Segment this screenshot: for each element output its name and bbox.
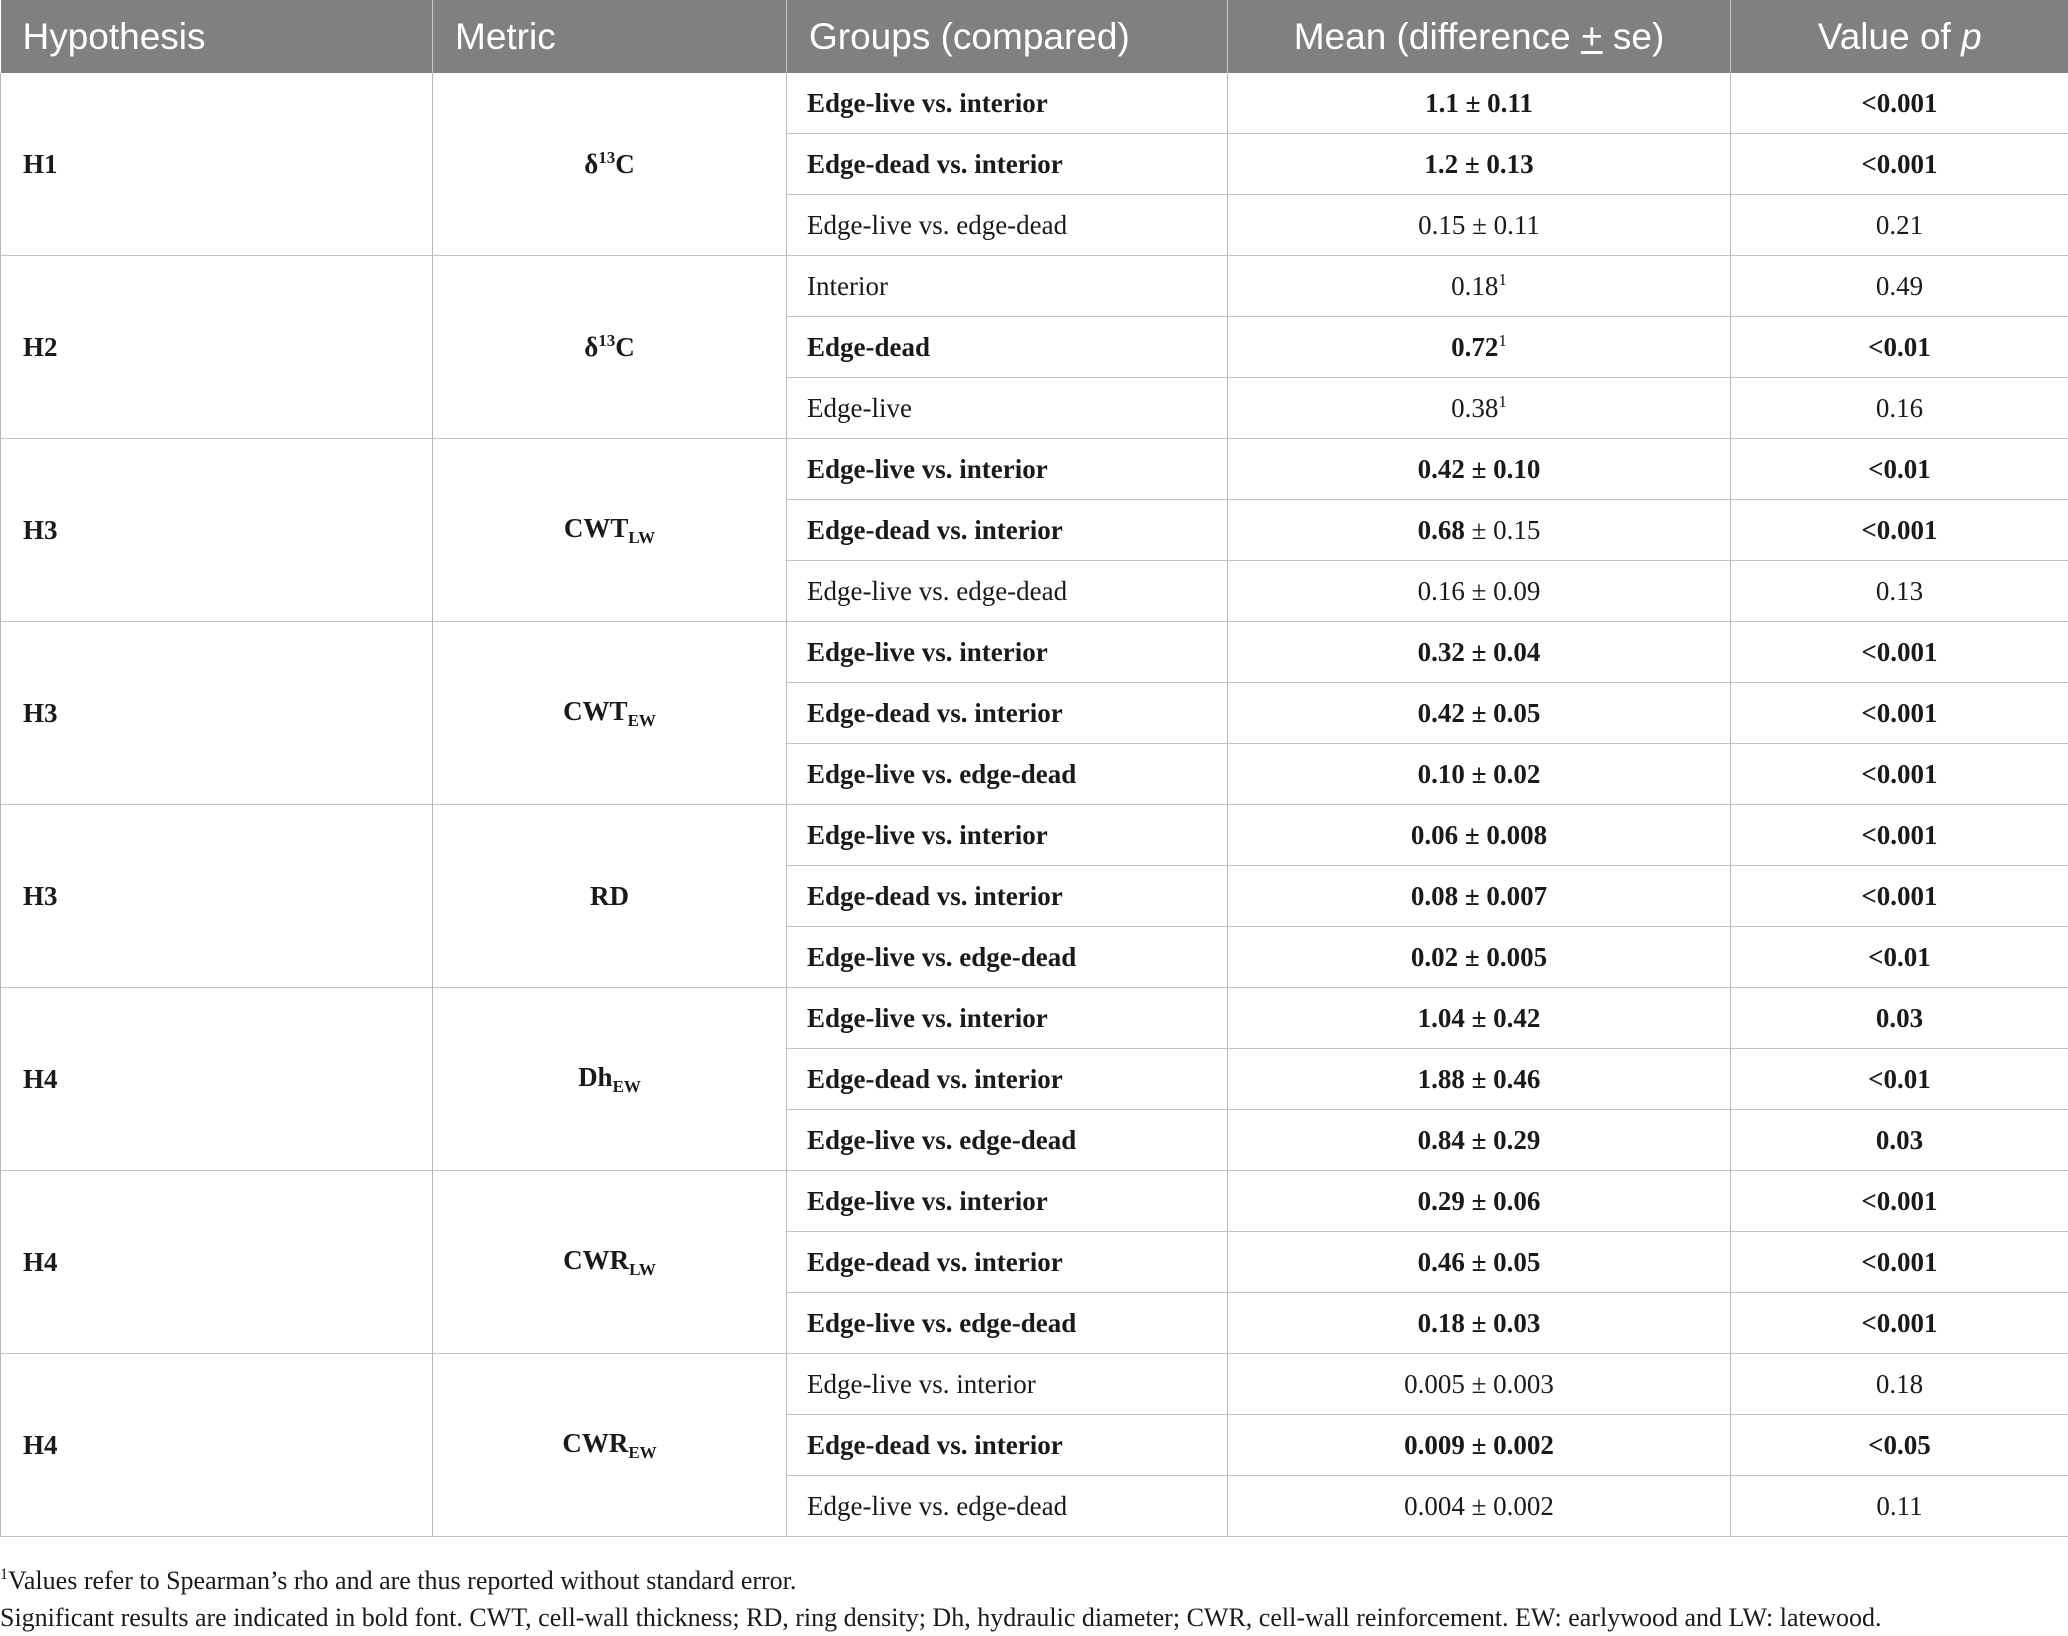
- table-row: [1, 73, 2068, 134]
- metric-name: Dh: [578, 1062, 613, 1092]
- mean-value: 1.04 ± 0.42: [1418, 1003, 1541, 1033]
- group-cell: Edge-live vs. interior: [787, 73, 1228, 134]
- metric-cell: [433, 622, 787, 805]
- hypothesis-cell: H3: [1, 805, 433, 988]
- metric-subscript: EW: [613, 1077, 641, 1096]
- mean-cell: [1228, 561, 1731, 622]
- pvalue-cell: <0.001: [1731, 622, 2068, 683]
- mean-cell: [1228, 988, 1731, 1049]
- mean-cell: [1228, 927, 1731, 988]
- metric-name: δ: [584, 332, 598, 362]
- header-groups: Groups (compared): [787, 0, 1228, 73]
- metric-subscript: LW: [628, 528, 655, 547]
- group-cell: Edge-live vs. edge-dead: [787, 1110, 1228, 1171]
- metric-cell: [433, 256, 787, 439]
- metric-cell: [433, 805, 787, 988]
- pvalue-cell: 0.03: [1731, 988, 2068, 1049]
- pvalue-cell: <0.001: [1731, 805, 2068, 866]
- mean-value: 0.10 ± 0.02: [1418, 759, 1541, 789]
- pvalue-cell: <0.01: [1731, 1049, 2068, 1110]
- mean-footnote-marker: 1: [1498, 331, 1507, 350]
- mean-cell: [1228, 1110, 1731, 1171]
- hypothesis-cell: H3: [1, 622, 433, 805]
- group-cell: Edge-live vs. edge-dead: [787, 744, 1228, 805]
- pvalue-cell: <0.001: [1731, 866, 2068, 927]
- hypothesis-cell: H4: [1, 988, 433, 1171]
- mean-cell: [1228, 439, 1731, 500]
- group-cell: Edge-live vs. interior: [787, 439, 1228, 500]
- header-mean: [1228, 0, 1731, 73]
- table-body: [1, 73, 2068, 1537]
- table-row: [1, 1354, 2068, 1415]
- metric-name: CWR: [562, 1428, 628, 1458]
- group-cell: Edge-live vs. interior: [787, 622, 1228, 683]
- table-row: [1, 988, 2068, 1049]
- mean-cell: [1228, 256, 1731, 317]
- mean-value: 0.46 ± 0.05: [1418, 1247, 1541, 1277]
- hypothesis-cell: H1: [1, 73, 433, 256]
- mean-value: 0.42 ± 0.05: [1418, 698, 1541, 728]
- mean-cell: [1228, 1293, 1731, 1354]
- metric-cell: [433, 988, 787, 1171]
- header-mean-text: Mean (difference: [1294, 16, 1581, 57]
- metric-cell: [433, 1171, 787, 1354]
- mean-cell: [1228, 195, 1731, 256]
- group-cell: Edge-dead vs. interior: [787, 683, 1228, 744]
- metric-tail: C: [615, 149, 635, 179]
- mean-se: ± 0.15: [1465, 515, 1541, 545]
- mean-value: 1.1 ± 0.11: [1425, 88, 1533, 118]
- hypothesis-cell: H4: [1, 1354, 433, 1537]
- mean-cell: [1228, 378, 1731, 439]
- group-cell: Edge-live vs. interior: [787, 1171, 1228, 1232]
- mean-cell: [1228, 683, 1731, 744]
- pvalue-cell: <0.05: [1731, 1415, 2068, 1476]
- group-cell: Edge-dead vs. interior: [787, 1415, 1228, 1476]
- mean-cell: [1228, 1232, 1731, 1293]
- metric-name: CWR: [563, 1245, 629, 1275]
- mean-value: 0.02 ± 0.005: [1411, 942, 1547, 972]
- header-row: [1, 0, 2068, 73]
- pvalue-cell: 0.16: [1731, 378, 2068, 439]
- metric-subscript: EW: [628, 711, 656, 730]
- mean-cell: [1228, 1415, 1731, 1476]
- group-cell: Edge-live vs. interior: [787, 988, 1228, 1049]
- table-row: [1, 805, 2068, 866]
- mean-cell: [1228, 622, 1731, 683]
- mean-value: 0.009 ± 0.002: [1404, 1430, 1554, 1460]
- pvalue-cell: <0.001: [1731, 1293, 2068, 1354]
- metric-superscript: 13: [598, 148, 615, 167]
- mean-cell: [1228, 1476, 1731, 1537]
- mean-cell: [1228, 317, 1731, 378]
- mean-cell: [1228, 866, 1731, 927]
- table-header: [1, 0, 2068, 73]
- mean-value: 0.15 ± 0.11: [1418, 210, 1540, 240]
- mean-cell: [1228, 1171, 1731, 1232]
- group-cell: Edge-dead vs. interior: [787, 500, 1228, 561]
- metric-cell: [433, 439, 787, 622]
- pvalue-cell: <0.001: [1731, 1232, 2068, 1293]
- header-metric: Metric: [433, 0, 787, 73]
- metric-cell: [433, 1354, 787, 1537]
- group-cell: Edge-dead: [787, 317, 1228, 378]
- pvalue-cell: <0.001: [1731, 744, 2068, 805]
- header-hypothesis: Hypothesis: [1, 0, 433, 73]
- group-cell: Edge-live vs. interior: [787, 1354, 1228, 1415]
- mean-value: 0.68: [1418, 515, 1465, 545]
- mean-value: 0.18 ± 0.03: [1418, 1308, 1541, 1338]
- group-cell: Edge-live: [787, 378, 1228, 439]
- mean-cell: [1228, 500, 1731, 561]
- group-cell: Edge-live vs. edge-dead: [787, 927, 1228, 988]
- header-mean-plusminus: +: [1581, 16, 1603, 57]
- metric-cell: [433, 73, 787, 256]
- header-pvalue-text: Value of: [1818, 16, 1961, 57]
- pvalue-cell: 0.21: [1731, 195, 2068, 256]
- footnote-1-text: Values refer to Spearman’s rho and are thus reported without standard error.: [8, 1566, 796, 1595]
- group-cell: Interior: [787, 256, 1228, 317]
- pvalue-cell: <0.001: [1731, 134, 2068, 195]
- header-pvalue-p: p: [1961, 16, 1982, 57]
- mean-footnote-marker: 1: [1498, 392, 1507, 411]
- metric-superscript: 13: [598, 331, 615, 350]
- pvalue-cell: <0.001: [1731, 1171, 2068, 1232]
- pvalue-cell: <0.01: [1731, 317, 2068, 378]
- pvalue-cell: <0.01: [1731, 439, 2068, 500]
- mean-value: 0.72: [1451, 332, 1498, 362]
- group-cell: Edge-dead vs. interior: [787, 1232, 1228, 1293]
- mean-value: 0.42 ± 0.10: [1418, 454, 1541, 484]
- mean-cell: [1228, 805, 1731, 866]
- group-cell: Edge-live vs. edge-dead: [787, 561, 1228, 622]
- pvalue-cell: 0.18: [1731, 1354, 2068, 1415]
- mean-value: 0.84 ± 0.29: [1418, 1125, 1541, 1155]
- metric-name: RD: [590, 881, 629, 911]
- pvalue-cell: <0.001: [1731, 683, 2068, 744]
- pvalue-cell: 0.49: [1731, 256, 2068, 317]
- mean-cell: [1228, 1354, 1731, 1415]
- metric-name: δ: [584, 149, 598, 179]
- group-cell: Edge-live vs. edge-dead: [787, 195, 1228, 256]
- mean-value: 0.29 ± 0.06: [1418, 1186, 1541, 1216]
- footnote-2: Significant results are indicated in bold font. CWT, cell-wall thickness; RD, ring density; Dh, hydraulic diameter; CWR, cell-wall reinforcement. EW: earlywood and LW: latewood.: [0, 1599, 2068, 1636]
- group-cell: Edge-dead vs. interior: [787, 866, 1228, 927]
- hypothesis-cell: H3: [1, 439, 433, 622]
- pvalue-cell: 0.11: [1731, 1476, 2068, 1537]
- table-row: [1, 622, 2068, 683]
- group-cell: Edge-live vs. edge-dead: [787, 1293, 1228, 1354]
- mean-value: 0.08 ± 0.007: [1411, 881, 1547, 911]
- mean-value: 1.88 ± 0.46: [1418, 1064, 1541, 1094]
- group-cell: Edge-live vs. edge-dead: [787, 1476, 1228, 1537]
- pvalue-cell: 0.03: [1731, 1110, 2068, 1171]
- mean-value: 0.18: [1451, 271, 1498, 301]
- metric-subscript: LW: [629, 1260, 656, 1279]
- metric-name: CWT: [564, 513, 629, 543]
- footnote-1: [0, 1556, 2068, 1599]
- mean-value: 0.06 ± 0.008: [1411, 820, 1547, 850]
- footnote-1-marker: 1: [0, 1566, 8, 1583]
- pvalue-cell: <0.01: [1731, 927, 2068, 988]
- table-row: [1, 1171, 2068, 1232]
- metric-tail: C: [615, 332, 635, 362]
- table-row: [1, 256, 2068, 317]
- pvalue-cell: 0.13: [1731, 561, 2068, 622]
- hypothesis-cell: H4: [1, 1171, 433, 1354]
- metric-subscript: EW: [628, 1443, 656, 1462]
- mean-footnote-marker: 1: [1498, 270, 1507, 289]
- group-cell: Edge-dead vs. interior: [787, 1049, 1228, 1110]
- mean-cell: [1228, 744, 1731, 805]
- metric-name: CWT: [563, 696, 628, 726]
- mean-value: 0.32 ± 0.04: [1418, 637, 1541, 667]
- hypothesis-cell: H2: [1, 256, 433, 439]
- mean-cell: [1228, 134, 1731, 195]
- group-cell: Edge-live vs. interior: [787, 805, 1228, 866]
- mean-value: 0.004 ± 0.002: [1404, 1491, 1554, 1521]
- mean-value: 0.005 ± 0.003: [1404, 1369, 1554, 1399]
- mean-value: 0.38: [1451, 393, 1498, 423]
- mean-cell: [1228, 73, 1731, 134]
- pvalue-cell: <0.001: [1731, 73, 2068, 134]
- mean-cell: [1228, 1049, 1731, 1110]
- table-row: [1, 439, 2068, 500]
- pvalue-cell: <0.001: [1731, 500, 2068, 561]
- header-pvalue: [1731, 0, 2068, 73]
- group-cell: Edge-dead vs. interior: [787, 134, 1228, 195]
- footnotes: [0, 1556, 2068, 1636]
- header-mean-se: se): [1603, 16, 1665, 57]
- mean-value: 1.2 ± 0.13: [1424, 149, 1533, 179]
- mean-value: 0.16 ± 0.09: [1418, 576, 1541, 606]
